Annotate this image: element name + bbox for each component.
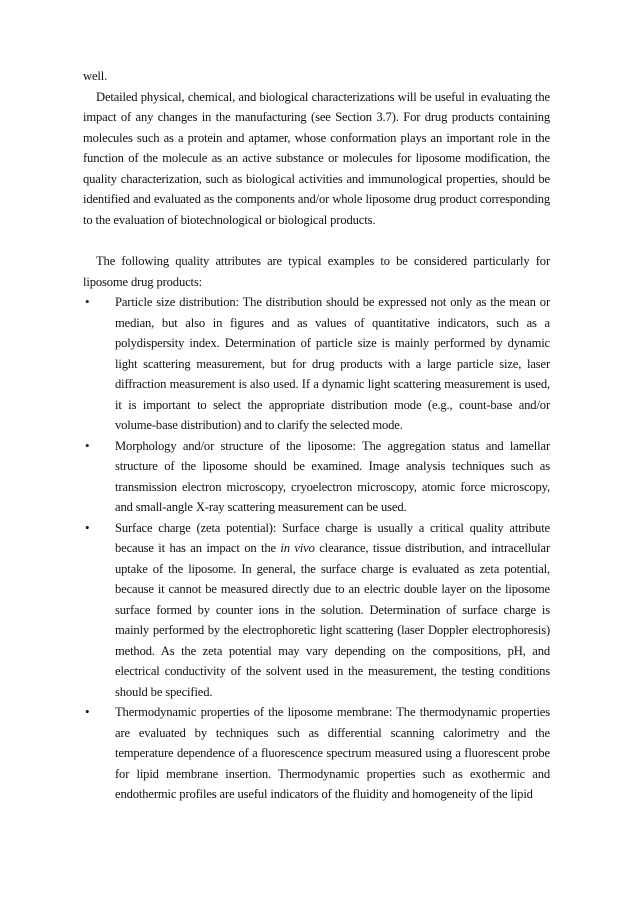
list-item-thermodynamic [83, 702, 550, 805]
paragraph-spacer [83, 230, 550, 251]
list-item-morphology [83, 436, 550, 518]
bullet-icon: • [85, 294, 90, 309]
list-item-text: Thermodynamic properties of the liposome membrane: The thermodynamic properties are evaluated by techniques such as differential scanning calorimetry and the temperature dependence of a fluorescence spectrum measured using a fluorescent probe for lipid membrane insertion. Thermodynamic properties such as exothermic and endothermic profiles are useful indicators of the fluidity and homogeneity of the lipid [115, 705, 550, 801]
list-item-text-part: Surface charge (zeta potential): Surface charge is usually a critical quality attribute because it has an impact on the [115, 520, 550, 555]
paragraph-following-attributes: The following quality attributes are typical examples to be considered particularly for liposome drug products: [83, 254, 550, 289]
bullet-icon: • [85, 519, 90, 535]
list-item-text-part: clearance, tissue distribution, and intracellular uptake of the liposome. In general, the surface charge is evaluated as zeta potential, because it cannot be measured directly due to an electric double layer on the liposome surface formed by counter ions in the solution. Determination of surface charge is mainly performed by the electrophoretic light scattering (laser Doppler electrophoresis) method. As the zeta potential may vary depending on the compositions, pH, and electrical conductivity of the solvent used in the measurement, the testing conditions should be specified. [115, 541, 550, 699]
bullet-icon: • [85, 437, 90, 453]
paragraph-detailed-characterizations: Detailed physical, chemical, and biological characterizations will be useful in evaluating the impact of any changes in the manufacturing (see Section 3.7). For drug products containing molecules such as a protein and aptamer, whose conformation plays an important role in the function of the molecule as an active substance or molecules for liposome modification, the quality characterization, such as biological activities and immunological properties, should be identified and evaluated as the components and/or whole liposome drug product corresponding to the evaluation of biotechnological or biological products. [83, 89, 550, 227]
italic-term: in vivo [280, 541, 315, 555]
list-item-particle-size [83, 292, 550, 436]
list-item-surface-charge [83, 518, 550, 703]
bullet-icon: • [85, 704, 90, 719]
list-item-text: Morphology and/or structure of the liposome: The aggregation status and lamellar structure of the liposome should be examined. Image analysis techniques such as transmission electron microscopy, cryoelectron microscopy, atomic force microscopy, and small-angle X-ray scattering measurement can be used. [115, 438, 550, 514]
document-body [83, 66, 550, 805]
list-item-text: Particle size distribution: The distribution should be expressed not only as the mean or median, but also in figures and as values of quantitative indicators, such as a polydispersity index. Determination of particle size is mainly performed by dynamic light scattering measurement, but for drug products with a large particle size, laser diffraction measurement is also used. If a dynamic light scattering measurement is used, it is important to select the appropriate distribution mode (e.g., count-base and/or volume-base distribution) and to clarify the selected mode. [115, 295, 550, 432]
quality-attributes-list [83, 292, 550, 805]
lead-fragment: well. [83, 69, 108, 83]
